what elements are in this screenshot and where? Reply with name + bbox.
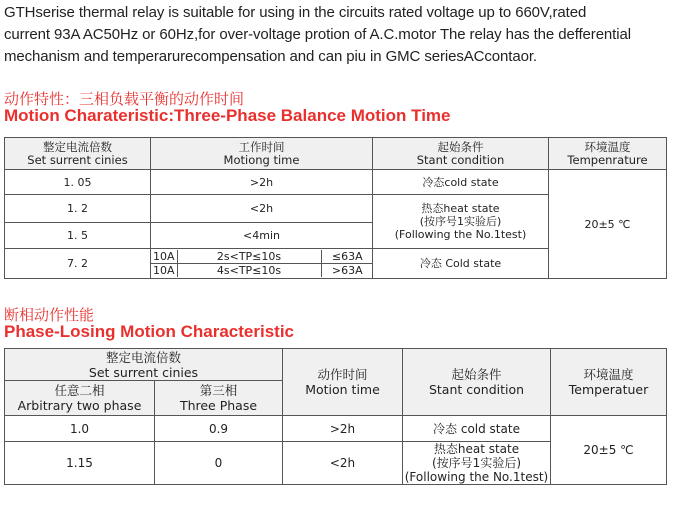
row1-condition: 冷态cold state [373, 170, 549, 195]
header-temp-cn: 环境温度 [583, 367, 634, 382]
row4-inner-table [151, 250, 373, 277]
row1-current: 1. 05 [5, 170, 151, 195]
row2-current: 1. 2 [5, 195, 151, 223]
row1-time: >2h [283, 416, 403, 442]
row1-time: >2h [151, 170, 373, 195]
phase-losing-table [4, 348, 667, 485]
header-temperature [551, 349, 667, 416]
header-three-en: Three Phase [179, 398, 258, 413]
header-cond-cn: 起始条件 [437, 139, 484, 154]
row2-three-phase: 0 [155, 442, 283, 485]
row4-current: 7. 2 [5, 249, 151, 279]
header-cond-cn: 起始条件 [451, 367, 502, 382]
intro-line-1: GTHserise thermal relay is suitable for using in the circuits rated voltage up to 660V,rated [4, 4, 587, 21]
section2-title-cn: 断相动作性能 [4, 306, 95, 324]
header-time [151, 138, 373, 170]
row4-a2: 10A [151, 264, 177, 278]
heat-state-line1: 热态heat state [433, 442, 520, 456]
row2-time: <2h [151, 195, 373, 223]
header-current [5, 138, 151, 170]
header-cond-en: Stant condition [428, 382, 525, 397]
header-current-cn: 整定电流倍数 [43, 139, 112, 154]
header-condition [373, 138, 549, 170]
row4-c1: ≤63A [321, 250, 373, 264]
header-condition [403, 349, 551, 416]
row4-a1: 10A [151, 250, 177, 264]
temperature-cell: 20±5 ℃ [549, 170, 667, 279]
header-time-cn: 工作时间 [238, 139, 285, 154]
row4-b1: 2s<TP≤10s [177, 250, 321, 264]
header-two-phase [5, 381, 155, 416]
header-three-phase [155, 381, 283, 416]
header-two-en: Arbitrary two phase [17, 398, 142, 413]
intro-paragraph [4, 2, 676, 68]
heat-state-line1: 热态heat state [421, 202, 500, 215]
header-time-en: Motiong time [223, 152, 300, 167]
heat-state-cell [373, 195, 549, 249]
header-three-cn: 第三相 [199, 383, 238, 398]
row4-c2: >63A [331, 264, 363, 277]
row3-current: 1. 5 [5, 223, 151, 249]
row1-two-phase: 1.0 [5, 416, 155, 442]
heat-state-line3: (Following the No.1test) [394, 228, 527, 241]
row3-time: <4min [151, 223, 373, 249]
header-current-en: Set surrent cinies [88, 364, 199, 380]
row4-time-split [151, 249, 373, 279]
table-row [5, 170, 667, 195]
heat-state-line2: (按序号1实验后) [419, 215, 502, 228]
heat-state-line2: (按序号1实验后) [432, 456, 521, 470]
row2-time: <2h [283, 442, 403, 485]
table-header-row [5, 349, 667, 381]
header-temperature [549, 138, 667, 170]
heat-state-cell [403, 442, 551, 485]
header-temp-en: Tempenrature [567, 152, 648, 167]
header-current [5, 349, 283, 381]
row4-b2: 4s<TP≤10s [177, 264, 321, 278]
intro-line-2: current 93A AC50Hz or 60Hz,for over-voltage protion of A.C.motor The relay has the defferential [4, 26, 631, 43]
row2-two-phase: 1.15 [5, 442, 155, 485]
heat-state-line3: (Following the No.1test) [404, 470, 549, 484]
header-time [283, 349, 403, 416]
header-current-cn: 整定电流倍数 [105, 349, 181, 365]
row1-three-phase: 0.9 [155, 416, 283, 442]
balance-motion-table [4, 137, 667, 279]
table-row [5, 416, 667, 442]
header-cond-en: Stant condition [416, 152, 505, 167]
header-current-en: Set surrent cinies [27, 152, 128, 167]
table-header-row [5, 138, 667, 170]
row1-condition: 冷态 cold state [403, 416, 551, 442]
header-two-cn: 任意二相 [54, 383, 105, 398]
section1-title-cn: 动作特性：三相负载平衡的动作时间 [4, 90, 245, 108]
section2-title-en: Phase-Losing Motion Characteristic [4, 322, 294, 341]
row4-condition: 冷态 Cold state [373, 249, 549, 279]
header-time-en: Motion time [305, 382, 380, 397]
header-temp-en: Temperatuer [568, 382, 649, 397]
header-temp-cn: 环境温度 [584, 139, 631, 154]
intro-line-3: mechanism and temperarurecompensation and can piu in GMC seriesACcontaor. [4, 48, 537, 65]
section1-title-en: Motion Charateristic:Three-Phase Balance Motion Time [4, 106, 451, 125]
temperature-cell: 20±5 ℃ [551, 416, 667, 485]
header-time-cn: 动作时间 [317, 367, 368, 382]
